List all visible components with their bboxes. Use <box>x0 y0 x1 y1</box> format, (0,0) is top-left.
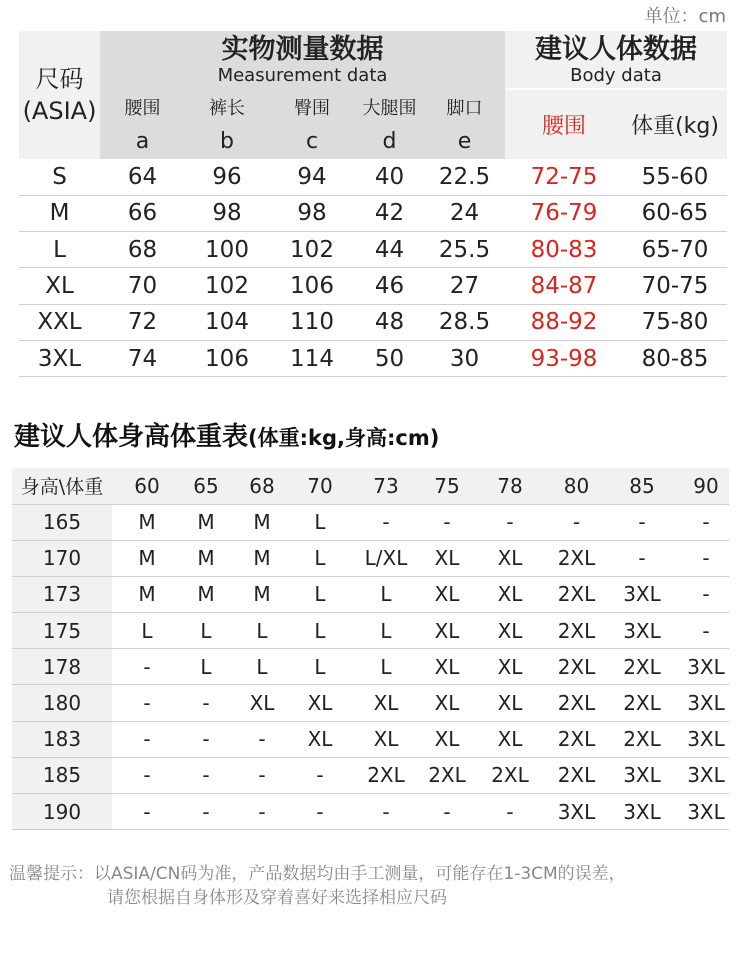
col-letter-d: d <box>355 124 424 159</box>
height-weight-title-main: 建议人体身高体重表 <box>14 422 249 452</box>
size-cell: XL <box>426 685 468 721</box>
body-waist-cell: 84-87 <box>505 268 623 304</box>
weight-header: 68 <box>230 468 294 504</box>
measure-cell: 68 <box>100 232 185 268</box>
height-cell: 178 <box>12 649 112 685</box>
warm-tip-notice <box>9 862 626 910</box>
height-cell: 170 <box>12 540 112 576</box>
size-cell: - <box>230 757 294 793</box>
height-cell: 180 <box>12 685 112 721</box>
size-cell: - <box>182 685 230 721</box>
size-cell: 3XL <box>683 649 729 685</box>
size-cell: - <box>112 794 182 830</box>
size-cell: - <box>346 794 426 830</box>
size-cell: - <box>683 613 729 649</box>
size-cell: - <box>182 757 230 793</box>
height-weight-table <box>12 468 729 830</box>
measure-cell: 50 <box>355 340 424 376</box>
size-cell: - <box>601 540 683 576</box>
height-row <box>12 721 729 757</box>
size-cell: - <box>683 576 729 612</box>
size-cell: M <box>182 504 230 540</box>
size-header <box>19 31 100 159</box>
measure-cell: 74 <box>100 340 185 376</box>
measure-cell: 30 <box>424 340 505 376</box>
size-cell: XL <box>426 613 468 649</box>
measure-cell: 64 <box>100 159 185 195</box>
measure-cell: 104 <box>185 304 269 340</box>
measure-cell: 100 <box>185 232 269 268</box>
measure-cell: 114 <box>269 340 355 376</box>
size-cell: XL <box>468 540 552 576</box>
size-cell: 2XL <box>552 540 601 576</box>
size-row <box>19 232 727 268</box>
size-cell: L <box>19 232 100 268</box>
size-cell: 2XL <box>552 757 601 793</box>
size-cell: M <box>230 540 294 576</box>
height-cell: 185 <box>12 757 112 793</box>
col-header-waist: 腰围 <box>100 89 185 124</box>
size-cell: L <box>112 613 182 649</box>
size-cell: - <box>112 757 182 793</box>
measure-cell: 110 <box>269 304 355 340</box>
size-cell: 3XL <box>683 685 729 721</box>
size-row <box>19 268 727 304</box>
size-cell: XL <box>468 721 552 757</box>
weight-header: 73 <box>346 468 426 504</box>
body-weight-cell: 75-80 <box>623 304 727 340</box>
height-row <box>12 540 729 576</box>
measure-cell: 28.5 <box>424 304 505 340</box>
col-header-thigh: 大腿围 <box>355 89 424 124</box>
size-cell: L <box>346 576 426 612</box>
measure-cell: 27 <box>424 268 505 304</box>
size-cell: XL <box>230 685 294 721</box>
size-cell: M <box>182 540 230 576</box>
measure-cell: 106 <box>185 340 269 376</box>
body-waist-cell: 93-98 <box>505 340 623 376</box>
height-row <box>12 649 729 685</box>
body-title-cn: 建议人体数据 <box>535 33 697 65</box>
height-row <box>12 613 729 649</box>
size-label-cn: 尺码 <box>35 65 84 93</box>
size-cell: 3XL <box>683 794 729 830</box>
measure-cell: 102 <box>269 232 355 268</box>
corner-label: 身高\体重 <box>12 468 112 504</box>
body-waist-cell: 72-75 <box>505 159 623 195</box>
size-cell: L <box>346 649 426 685</box>
size-cell: - <box>230 794 294 830</box>
size-cell: 3XL <box>19 340 100 376</box>
size-cell: - <box>346 504 426 540</box>
size-cell: - <box>112 649 182 685</box>
size-cell: L <box>230 613 294 649</box>
body-weight-cell: 65-70 <box>623 232 727 268</box>
measure-cell: 44 <box>355 232 424 268</box>
col-header-body-waist: 腰围 <box>505 89 623 159</box>
size-cell: 3XL <box>601 794 683 830</box>
measure-cell: 22.5 <box>424 159 505 195</box>
size-measurement-table <box>19 31 727 377</box>
body-waist-cell: 80-83 <box>505 232 623 268</box>
size-row <box>19 159 727 195</box>
body-weight-cell: 70-75 <box>623 268 727 304</box>
body-waist-cell: 88-92 <box>505 304 623 340</box>
body-weight-cell: 55-60 <box>623 159 727 195</box>
size-cell: - <box>683 540 729 576</box>
measure-cell: 98 <box>185 195 269 231</box>
size-cell: L <box>182 649 230 685</box>
size-cell: 2XL <box>426 757 468 793</box>
size-cell: 3XL <box>683 757 729 793</box>
size-cell: - <box>112 721 182 757</box>
size-cell: 3XL <box>683 721 729 757</box>
height-weight-title-units: (体重:kg,身高:cm) <box>248 426 440 450</box>
size-cell: XL <box>426 649 468 685</box>
size-row <box>19 304 727 340</box>
size-cell: M <box>230 576 294 612</box>
height-row <box>12 685 729 721</box>
size-cell: - <box>552 504 601 540</box>
size-cell: - <box>468 794 552 830</box>
size-cell: XL <box>468 649 552 685</box>
measure-cell: 25.5 <box>424 232 505 268</box>
size-cell: L <box>294 613 346 649</box>
height-cell: 175 <box>12 613 112 649</box>
notice-line-1: 温馨提示：以ASIA/CN码为准，产品数据均由手工测量，可能存在1-3CM的误差， <box>9 864 626 884</box>
size-cell: 2XL <box>601 685 683 721</box>
size-cell: 2XL <box>552 649 601 685</box>
size-cell: 3XL <box>601 613 683 649</box>
height-cell: 173 <box>12 576 112 612</box>
size-cell: 2XL <box>601 649 683 685</box>
size-cell: XL <box>294 721 346 757</box>
height-row <box>12 794 729 830</box>
body-weight-cell: 80-85 <box>623 340 727 376</box>
size-cell: - <box>601 504 683 540</box>
height-cell: 165 <box>12 504 112 540</box>
size-cell: 3XL <box>601 576 683 612</box>
size-cell: XL <box>294 685 346 721</box>
size-label-asia: (ASIA) <box>22 97 97 125</box>
size-cell: M <box>230 504 294 540</box>
size-cell: XL <box>346 721 426 757</box>
weight-header: 75 <box>426 468 468 504</box>
measure-cell: 42 <box>355 195 424 231</box>
height-row <box>12 504 729 540</box>
weight-header: 85 <box>601 468 683 504</box>
size-cell: 2XL <box>601 721 683 757</box>
size-cell: L <box>294 504 346 540</box>
weight-header: 65 <box>182 468 230 504</box>
size-cell: XL <box>468 685 552 721</box>
size-cell: XXL <box>19 304 100 340</box>
height-row <box>12 757 729 793</box>
measure-cell: 24 <box>424 195 505 231</box>
size-cell: XL <box>468 576 552 612</box>
size-cell: 2XL <box>552 576 601 612</box>
body-title-en: Body data <box>570 64 662 86</box>
size-cell: L <box>294 576 346 612</box>
size-cell: - <box>294 757 346 793</box>
size-cell: M <box>112 576 182 612</box>
col-header-hip: 臀围 <box>269 89 355 124</box>
measure-cell: 70 <box>100 268 185 304</box>
col-letter-c: c <box>269 124 355 159</box>
height-cell: 183 <box>12 721 112 757</box>
measure-cell: 46 <box>355 268 424 304</box>
measure-cell: 102 <box>185 268 269 304</box>
size-cell: 2XL <box>552 613 601 649</box>
size-cell: L <box>346 613 426 649</box>
weight-header-row <box>12 468 729 504</box>
size-cell: - <box>112 685 182 721</box>
size-cell: XL <box>426 540 468 576</box>
measurement-title-en: Measurement data <box>217 65 388 86</box>
size-cell: M <box>19 195 100 231</box>
size-cell: L <box>294 649 346 685</box>
body-weight-cell: 60-65 <box>623 195 727 231</box>
measure-cell: 98 <box>269 195 355 231</box>
size-cell: 3XL <box>552 794 601 830</box>
size-cell: XL <box>346 685 426 721</box>
size-cell: - <box>182 721 230 757</box>
weight-header: 80 <box>552 468 601 504</box>
size-cell: L <box>294 540 346 576</box>
col-letter-e: e <box>424 124 505 159</box>
body-waist-cell: 76-79 <box>505 195 623 231</box>
height-row <box>12 576 729 612</box>
size-cell: - <box>426 794 468 830</box>
measure-cell: 94 <box>269 159 355 195</box>
size-cell: L/XL <box>346 540 426 576</box>
size-cell: XL <box>426 721 468 757</box>
size-cell: XL <box>426 576 468 612</box>
size-cell: S <box>19 159 100 195</box>
size-cell: - <box>683 504 729 540</box>
height-weight-title <box>14 416 439 453</box>
size-cell: L <box>182 613 230 649</box>
measure-cell: 48 <box>355 304 424 340</box>
col-header-hem: 脚口 <box>424 89 505 124</box>
col-header-body-weight: 体重(kg) <box>623 89 727 159</box>
measure-cell: 96 <box>185 159 269 195</box>
size-cell: M <box>112 504 182 540</box>
size-cell: 2XL <box>468 757 552 793</box>
size-cell: 2XL <box>552 685 601 721</box>
col-header-length: 裤长 <box>185 89 269 124</box>
weight-header: 70 <box>294 468 346 504</box>
measure-cell: 106 <box>269 268 355 304</box>
size-cell: - <box>468 504 552 540</box>
size-cell: - <box>294 794 346 830</box>
size-cell: M <box>182 576 230 612</box>
size-cell: 2XL <box>346 757 426 793</box>
size-cell: 3XL <box>601 757 683 793</box>
measurement-title-cn: 实物测量数据 <box>221 34 384 65</box>
size-cell: - <box>426 504 468 540</box>
size-cell: XL <box>468 613 552 649</box>
size-cell: XL <box>19 268 100 304</box>
weight-header: 90 <box>683 468 729 504</box>
size-row <box>19 340 727 376</box>
height-cell: 190 <box>12 794 112 830</box>
measurement-header <box>100 31 505 89</box>
size-cell: M <box>112 540 182 576</box>
measure-cell: 72 <box>100 304 185 340</box>
size-row <box>19 195 727 231</box>
weight-header: 78 <box>468 468 552 504</box>
col-letter-b: b <box>185 124 269 159</box>
measure-cell: 40 <box>355 159 424 195</box>
notice-line-2: 请您根据自身体形及穿着喜好来选择相应尺码 <box>107 888 447 908</box>
body-data-header <box>505 31 727 89</box>
size-cell: L <box>230 649 294 685</box>
col-letter-a: a <box>100 124 185 159</box>
weight-header: 60 <box>112 468 182 504</box>
measure-cell: 66 <box>100 195 185 231</box>
size-cell: - <box>182 794 230 830</box>
size-cell: - <box>230 721 294 757</box>
unit-label: 单位：cm <box>644 6 726 27</box>
size-cell: 2XL <box>552 721 601 757</box>
